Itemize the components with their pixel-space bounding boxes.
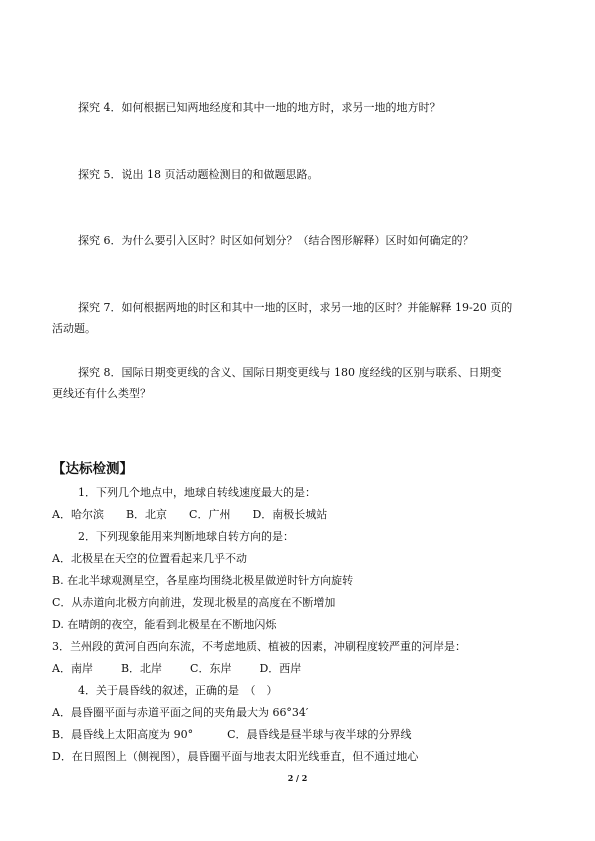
question-1-option-c: C．广州 xyxy=(189,508,231,521)
question-4-options-bc xyxy=(52,728,412,742)
question-3-stem: 3．兰州段的黄河自西向东流，不考虑地质、植被的因素，冲刷程度较严重的河岸是： xyxy=(52,640,466,653)
page-number: 2 / 2 xyxy=(287,773,308,783)
question-3-option-d: D．西岸 xyxy=(259,662,302,675)
question-2-stem: 2．下列现象能用来判断地球自转方向的是： xyxy=(78,530,294,543)
question-4-option-a: A．晨昏圈平面与赤道平面之间的夹角最大为 66°34′ xyxy=(52,706,309,719)
question-4-stem: 4．关于晨昏线的叙述，正确的是 （ ） xyxy=(78,684,278,697)
question-1-option-d: D．南极长城站 xyxy=(252,508,328,521)
question-2-option-b: B. 在北半球观测星空，各星座均围绕北极星做逆时针方向旋转 xyxy=(52,574,354,587)
question-3-option-c: C．东岸 xyxy=(190,662,232,675)
question-1-options xyxy=(52,508,327,522)
question-1-option-a: A．哈尔滨 xyxy=(52,508,104,521)
question-3-option-a: A．南岸 xyxy=(52,662,93,675)
question-2-option-d: D. 在晴朗的夜空，能看到北极星在不断地闪烁 xyxy=(52,618,277,631)
question-2-option-a: A．北极星在天空的位置看起来几乎不动 xyxy=(52,552,247,565)
exploration-4: 探究 4．如何根据已知两地经度和其中一地的地方时，求另一地的地方时？ xyxy=(78,101,441,114)
question-4-option-d: D．在日照图上（侧视图），晨昏圈平面与地表太阳光线垂直，但不通过地心 xyxy=(52,750,419,763)
question-3-options xyxy=(52,662,301,676)
exploration-6: 探究 6．为什么要引入区时？时区如何划分？（结合图形解释）区时如何确定的？ xyxy=(78,234,474,247)
question-2-option-c: C．从赤道向北极方向前进，发现北极星的高度在不断增加 xyxy=(52,596,336,609)
exploration-7-line2: 活动题。 xyxy=(52,322,96,335)
exploration-8-line2: 更线还有什么类型？ xyxy=(52,387,151,400)
exploration-7-line1: 探究 7．如何根据两地的时区和其中一地的区时，求另一地的区时？并能解释 19-20 页的 xyxy=(78,301,513,314)
section-title: 【达标检测】 xyxy=(52,461,133,477)
question-4-option-b: B．晨昏线上太阳高度为 90° xyxy=(52,728,194,741)
question-3-option-b: B．北岸 xyxy=(120,662,163,675)
question-4-option-c: C．晨昏线是昼半球与夜半球的分界线 xyxy=(227,728,412,741)
question-1-stem: 1．下列几个地点中，地球自转线速度最大的是： xyxy=(78,486,316,499)
question-1-option-b: B．北京 xyxy=(125,508,168,521)
exploration-8-line1: 探究 8．国际日期变更线的含义、国际日期变更线与 180 度经线的区别与联系、日期变 xyxy=(78,366,502,379)
exploration-5: 探究 5．说出 18 页活动题检测目的和做题思路。 xyxy=(78,168,319,181)
